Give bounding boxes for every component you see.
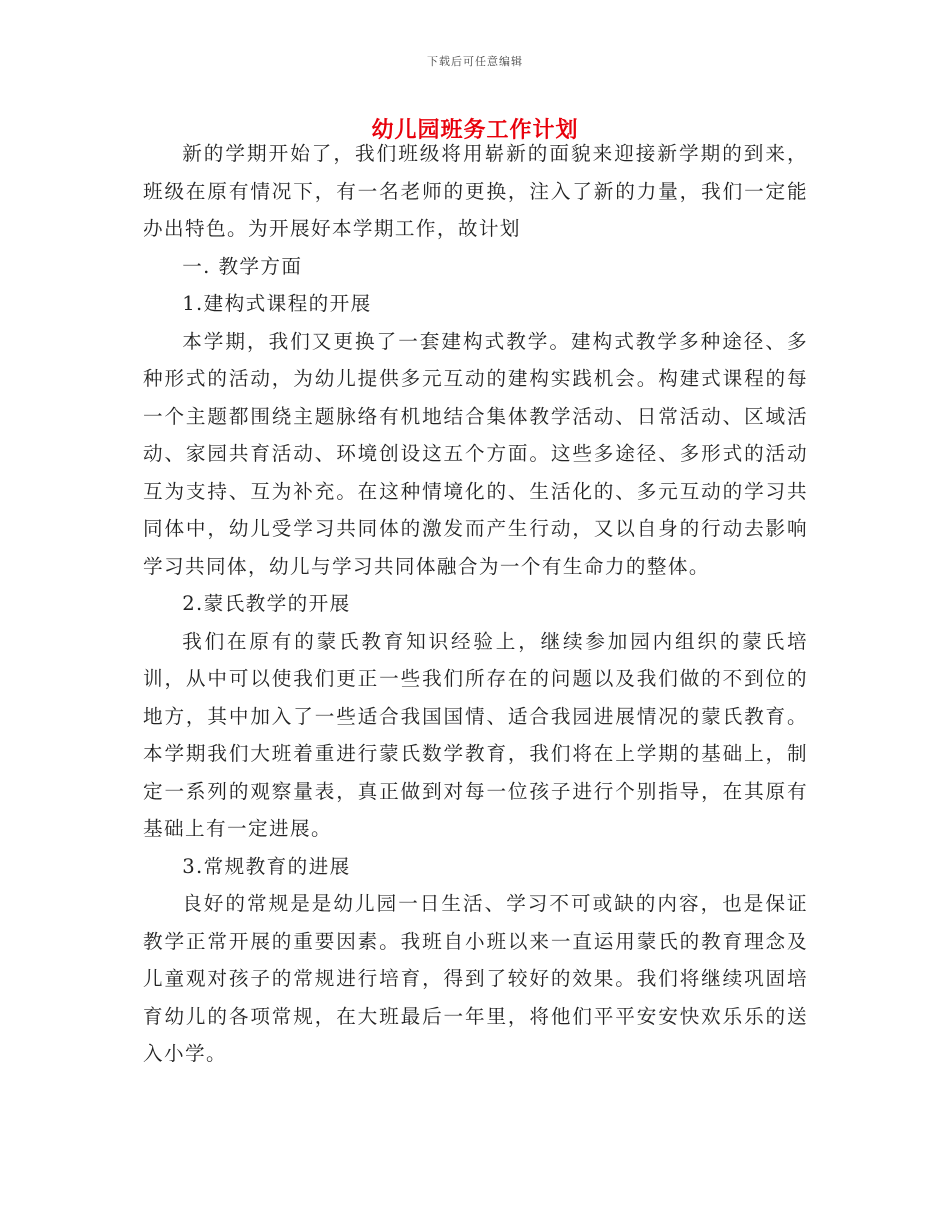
document-title: 幼儿园班务工作计划 <box>371 118 579 143</box>
paragraph-montessori: 我们在原有的蒙氏教育知识经验上，继续参加园内组织的蒙氏培训，从中可以使我们更正一些我们所存在的问题以及我们做的不到位的地方，其中加入了一些适合我国国情、适合我园进展情况的蒙氏教育。本学期我们大班着重进行蒙氏数学教育，我们将在上学期的基础上，制定一系列的观察量表，真正做到对每一位孩子进行个别指导，在其原有基础上有一定进展。 <box>143 629 808 840</box>
intro-paragraph: 新的学期开始了，我们班级将用崭新的面貌来迎接新学期的到来，班级在原有情况下，有一名老师的更换，注入了新的力量，我们一定能办出特色。为开展好本学期工作，故计划 <box>143 142 808 240</box>
document-body <box>143 135 808 1073</box>
subheading-routine-education: 3.常规教育的进展 <box>182 854 351 878</box>
section-heading-teaching: 一. 教学方面 <box>182 254 303 278</box>
page-header-note: 下载后可任意编辑 <box>427 55 523 68</box>
subheading-montessori: 2.蒙氏教学的开展 <box>182 592 351 615</box>
subheading-constructive-curriculum: 1.建构式课程的开展 <box>182 292 372 315</box>
paragraph-constructive-curriculum: 本学期，我们又更换了一套建构式教学。建构式教学多种途径、多种形式的活动，为幼儿提供多元互动的建构实践机会。构建式课程的每一个主题都围绕主题脉络有机地结合集体教学活动、日常活动、区域活动、家园共育活动、环境创设这五个方面。这些多途径、多形式的活动互为支持、互为补充。在这种情境化的、生活化的、多元互动的学习共同体中，幼儿受学习共同体的激发而产生行动，又以自身的行动去影响学习共同体，幼儿与学习共同体融合为一个有生命力的整体。 <box>143 329 808 578</box>
paragraph-routine-education: 良好的常规是是幼儿园一日生活、学习不可或缺的内容，也是保证教学正常开展的重要因素。我班自小班以来一直运用蒙氏的教育理念及儿童观对孩子的常规进行培育，得到了较好的效果。我们将继续巩固培育幼儿的各项常规，在大班最后一年里，将他们平平安安快欢乐乐的送入小学。 <box>143 892 808 1065</box>
